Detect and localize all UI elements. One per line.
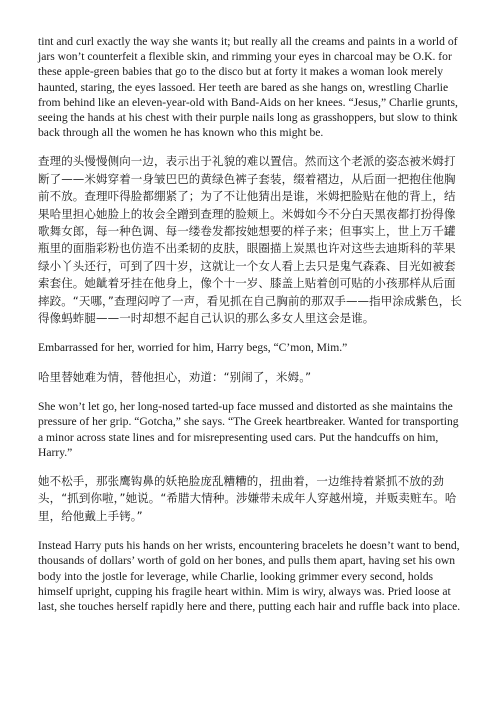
english-paragraph: She won’t let go, her long-nosed tarted-up face mussed and distorted as she maintains the pressure of her grip. “Gotcha,” she says. “The Greek heartbreaker. Wanted for transporting a minor across state lines and for misrepresenting used cars. Put the handcuffs on him, Harry.” — [38, 400, 459, 459]
chinese-paragraph: 她不松手，那张鹰钩鼻的妖艳脸庞乱糟糟的，扭曲着，一边维持着紧抓不放的劲头，“抓到你啦，”她说。“希腊大情种。涉嫌带未成年人穿越州境，并贩卖赃车。哈里，给他戴上手铐。” — [38, 473, 457, 523]
chinese-paragraph: 查理的头慢慢侧向一边，表示出于礼貌的难以置信。然而这个老派的姿态被米姆打断了——米姆穿着一身皱巴巴的黄绿色裤子套装，缀着褶边，从后面一把抱住他胸前不放。查理吓得脸都绷紧了；为了不让他猜出是谁，米姆把脸贴在他的背上，结果哈里担心她脸上的妆会全蹭到查理的脸颊上。米姆如今不分白天黑夜都打扮得像歌舞女郎，每一种色调、每一缕卷发都按她想要的样子来；但事实上，世上万千罐瓶里的面脂彩粉也仿造不出柔韧的皮肤，眼圈描上炭黑也许对这些去迪斯科的苹果绿小丫头还行，可到了四十岁，这就让一个女人看上去只是鬼气森森、目光如被套索套住。她龇着牙挂在他身上，像个十一岁、膝盖上贴着创可贴的小孩那样从后面摔跤。“天哪，”查理闷哼了一声，看见抓在自己胸前的那双手——指甲涂成紫色，长得像蚂蚱腿——一时却想不起自己认识的那么多女人里这会是谁。 — [38, 154, 462, 326]
english-paragraph: Instead Harry puts his hands on her wrists, encountering bracelets he doesn’t want to bend, thousands of dollars’ worth of gold on her bones, and pulls them apart, having set his own body into the jostle for leverage, while Charlie, looking grimmer every second, holds himself upright, cupping his fragile heart within. Mim is wiry, always was. Pried loose at last, she touches herself rapidly here and there, putting each hair and ruffle back into place. — [38, 539, 461, 613]
chinese-paragraph: 哈里替她难为情，替他担心，劝道：“别闹了，米姆。” — [38, 369, 312, 384]
english-paragraph: Embarrassed for her, worried for him, Harry begs, “C’mon, Mim.” — [38, 341, 348, 355]
english-paragraph: tint and curl exactly the way she wants it; but really all the creams and paints in a world of jars won’t counterfeit a flexible skin, and rimming your eyes in charcoal may be O.K. for these apple-green babies that go to the disco but at forty it makes a woman look merely haunted, staring, the eyes lassoed. Her teeth are bared as she hangs on, wrestling Charlie from behind like an eleven-year-old with Band-Aids on her knees. “Jesus,” Charlie grunts, seeing the hands at his chest with their purple nails long as grasshoppers, but slow to think back through all the women he has known who this might be. — [38, 35, 458, 140]
document-page — [38, 34, 462, 627]
